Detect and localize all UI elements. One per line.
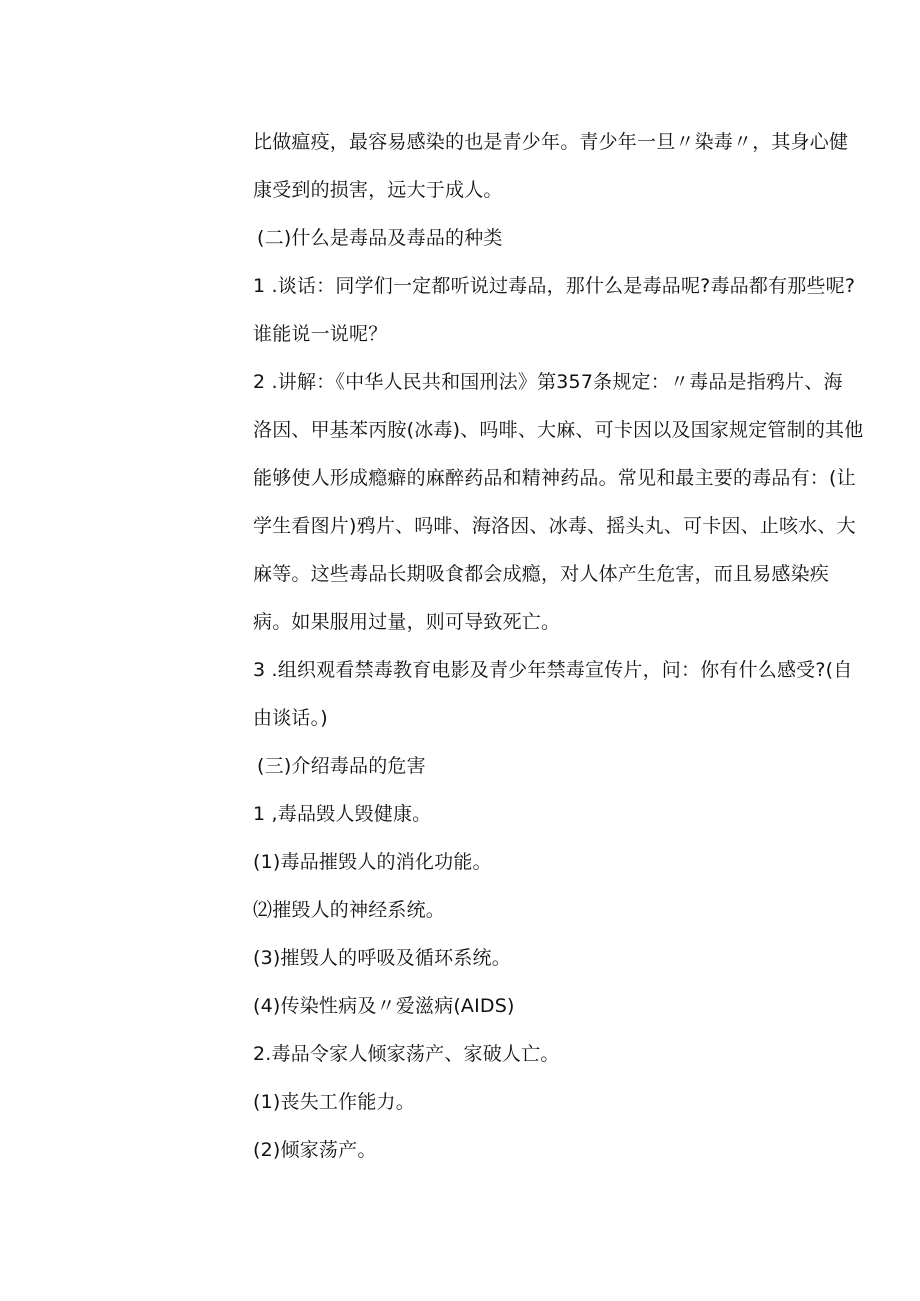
paragraph-line: 洛因、甲基苯丙胺(冰毒)、吗啡、大麻、可卡因以及国家规定管制的其他 xyxy=(253,419,864,441)
paragraph-line: 学生看图片)鸦片、吗啡、海洛因、冰毒、摇头丸、可卡因、止咳水、大 xyxy=(253,515,856,537)
paragraph-line: 1 .谈话：同学们一定都听说过毒品，那什么是毒品呢?毒品都有那些呢? xyxy=(253,275,856,297)
paragraph-line: 由谈话。) xyxy=(253,707,328,729)
list-item: (2)倾家荡产。 xyxy=(253,1139,377,1161)
section-heading: (三)介绍毒品的危害 xyxy=(257,755,426,777)
list-item: (1)丧失工作能力。 xyxy=(253,1091,415,1113)
paragraph-line: 比做瘟疫，最容易感染的也是青少年。青少年一旦〃染毒〃，其身心健 xyxy=(253,131,849,153)
paragraph-line: 1 ,毒品毁人毁健康。 xyxy=(253,803,432,825)
list-item: (3)摧毁人的呼吸及循环系统。 xyxy=(253,947,511,969)
paragraph-line: 病。如果服用过量，则可导致死亡。 xyxy=(253,611,561,633)
paragraph-line: 3 .组织观看禁毒教育电影及青少年禁毒宣传片，问：你有什么感受?(自 xyxy=(253,659,853,681)
paragraph-line: 谁能说一说呢？ xyxy=(253,323,388,345)
paragraph-line: 2 .讲解：《中华人民共和国刑法》第357条规定：〃毒品是指鸦片、海 xyxy=(253,371,843,393)
paragraph-line: 2.毒品令家人倾家荡产、家破人亡。 xyxy=(253,1043,560,1065)
paragraph-line: 麻等。这些毒品长期吸食都会成瘾，对人体产生危害，而且易感染疾 xyxy=(253,563,830,585)
list-item: (1)毒品摧毁人的消化功能。 xyxy=(253,851,492,873)
paragraph-line: 能够使人形成瘾癖的麻醉药品和精神药品。常见和最主要的毒品有：(让 xyxy=(253,467,856,489)
list-item: (4)传染性病及〃爱滋病(AIDS) xyxy=(253,995,515,1017)
list-item: ⑵摧毁人的神经系统。 xyxy=(253,899,446,921)
paragraph-line: 康受到的损害，远大于成人。 xyxy=(253,179,503,201)
section-heading: (二)什么是毒品及毒品的种类 xyxy=(257,227,503,249)
